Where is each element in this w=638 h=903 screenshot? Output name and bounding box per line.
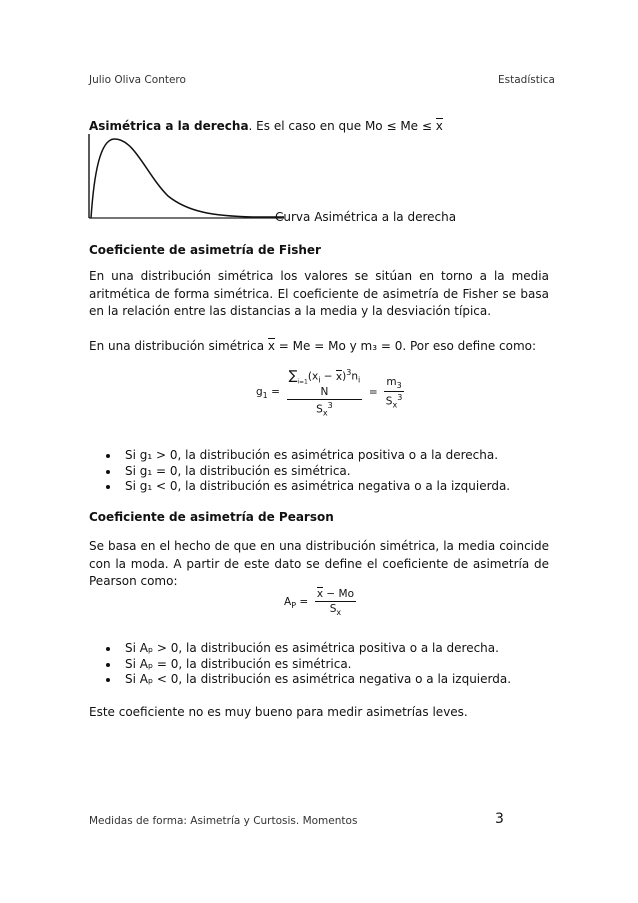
fisher-fraction-2: $\frac{m_3}{S_x^3}$ — [385, 375, 403, 410]
right-skew-curve — [88, 134, 288, 220]
fisher-intro-xbar: x — [267, 339, 275, 353]
fisher-intro-post: = Me = Mo y m₃ = 0. Por eso define como: — [274, 339, 537, 353]
header-author: Julio Oliva Contero — [89, 74, 186, 86]
fisher-bullet: • Si g₁ < 0, la distribución es asimétrica negativa o a la izquierda. — [120, 479, 560, 495]
pearson-bullet: • Si Aₚ < 0, la distribución es asimétrica negativa o a la izquierda. — [120, 672, 560, 688]
pearson-bullet: • Si Aₚ > 0, la distribución es asimétrica positiva o a la derecha. — [120, 641, 560, 657]
right-skew-title: Asimétrica a la derecha — [89, 119, 249, 133]
pearson-fraction: $\frac{x - Mo}{S_x}$ — [316, 588, 355, 618]
right-skew-statement — [89, 118, 549, 136]
xbar-symbol: x — [435, 119, 443, 133]
fisher-bullet: • Si g₁ > 0, la distribución es asimétrica positiva o a la derecha. — [120, 448, 560, 464]
pearson-bullet: • Si Aₚ = 0, la distribución es simétrica. — [120, 657, 560, 673]
pearson-formula: $A_P$ = $\frac{x - Mo}{S_x}$ — [284, 588, 355, 618]
fisher-bullets — [104, 448, 560, 495]
curve-line — [91, 139, 284, 218]
curve-caption: Curva Asimétrica a la derecha — [275, 210, 457, 224]
fisher-title: Coeficiente de asimetría de Fisher — [89, 243, 321, 257]
fisher-intro — [89, 338, 549, 356]
header-subject: Estadística — [498, 74, 555, 86]
footer-title: Medidas de forma: Asimetría y Curtosis. Momentos — [89, 815, 358, 827]
fisher-fraction-1: $\sum_{i=1}(x_i - x)^3n_i$ N $S_x^3$ — [288, 368, 361, 418]
page-number: 3 — [495, 811, 504, 827]
fisher-intro-pre: En una distribución simétrica — [89, 339, 268, 353]
pearson-title: Coeficiente de asimetría de Pearson — [89, 510, 334, 524]
right-skew-text: . Es el caso en que Mo ≤ Me ≤ — [248, 119, 436, 133]
pearson-bullets — [104, 641, 560, 688]
fisher-bullet: • Si g₁ = 0, la distribución es simétrica. — [120, 464, 560, 480]
fisher-paragraph: En una distribución simétrica los valores se sitúan en torno a la media aritmética de forma simétrica. El coeficiente de asimetría de Fisher se basa en la relación entre las distancias a la media y la desviación típica. — [89, 269, 549, 318]
pearson-paragraph: Se basa en el hecho de que en una distribución simétrica, la media coincide con la moda. A partir de este dato se define el coeficiente de asimetría de Pearson como: — [89, 539, 549, 588]
fisher-formula: $g_1$ = $\sum_{i=1}(x_i - x)^3n_i$ N $S_x^3$ = $\frac{m_3}{S_x^3}$ — [256, 368, 403, 418]
pearson-closing: Este coeficiente no es muy bueno para medir asimetrías leves. — [89, 705, 468, 719]
